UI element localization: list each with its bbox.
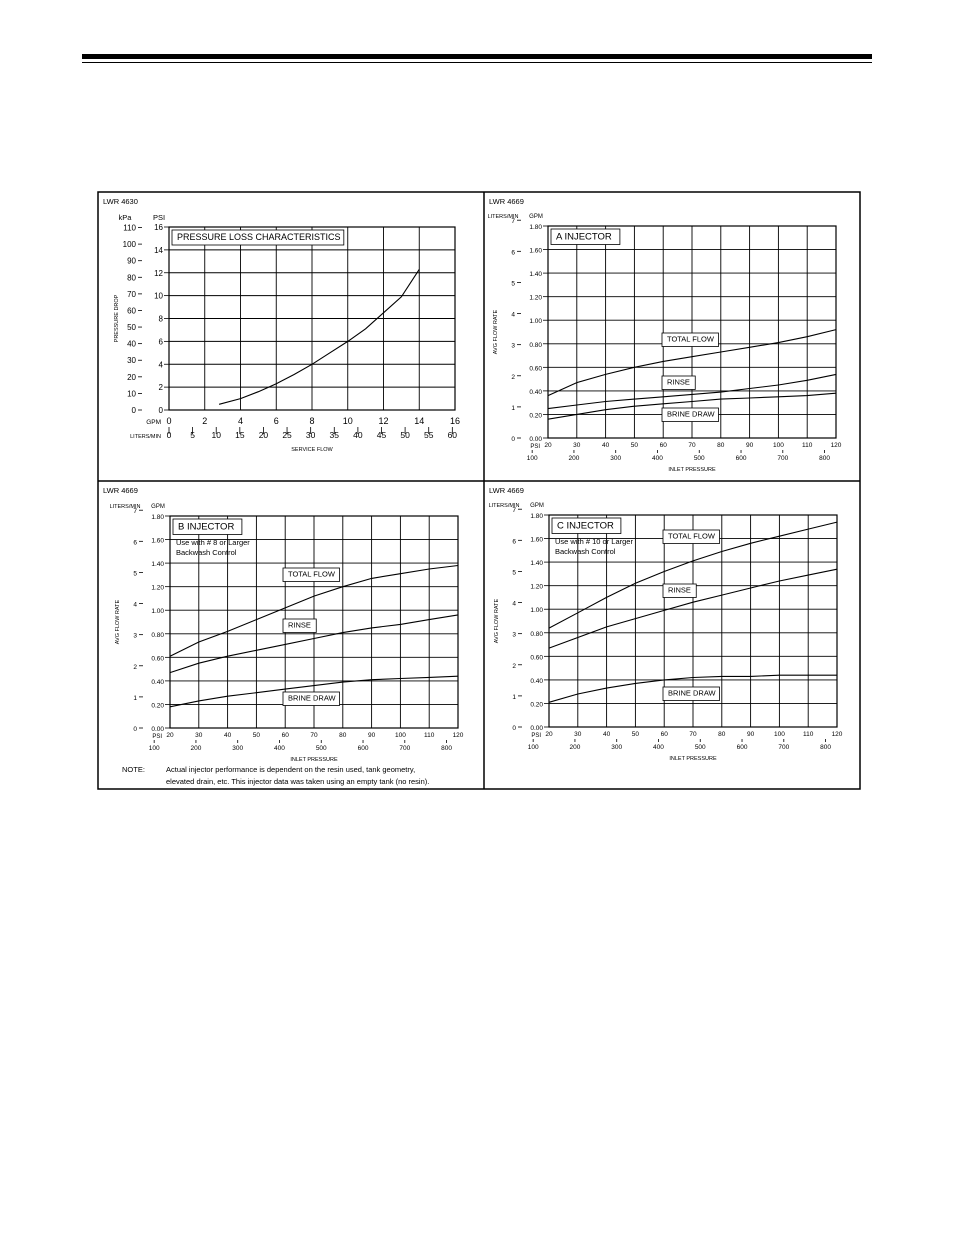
- panel-code: LWR 4630: [103, 197, 138, 206]
- panel-pressure-loss: [103, 197, 460, 453]
- x-secondary-tick-label: 500: [693, 455, 705, 462]
- y-primary-tick-label: 3: [512, 631, 516, 639]
- x-secondary-tick-label: 400: [274, 745, 285, 752]
- y-primary-tick-label: 110: [123, 223, 136, 233]
- x-secondary-tick-label: 45: [376, 430, 387, 440]
- x-primary-tick-label: 40: [223, 732, 232, 739]
- panel-c-injector: [489, 486, 843, 762]
- x-secondary-tick-label: 25: [282, 430, 292, 440]
- x-primary-tick-label: 16: [449, 416, 461, 426]
- x-axis-secondary: [149, 740, 453, 752]
- y-secondary-tick-label: 1.00: [151, 608, 164, 616]
- x-secondary-tick-label: 400: [653, 744, 664, 751]
- series-label-total-flow-text: TOTAL FLOW: [288, 569, 335, 579]
- x-primary-tick-label: 70: [310, 732, 318, 739]
- y-secondary-tick-label: 1.40: [151, 561, 164, 569]
- y-axis-secondary: [154, 223, 169, 415]
- y-axis-secondary: [151, 514, 170, 733]
- y-primary-tick-label: 1: [511, 404, 515, 412]
- y-primary-tick-label: 90: [127, 256, 136, 266]
- y-secondary-tick-label: 0.00: [530, 725, 543, 732]
- x-primary-tick-label: 100: [772, 442, 784, 449]
- x-secondary-tick-label: 60: [447, 430, 458, 440]
- y-primary-tick-label: 6: [133, 539, 137, 547]
- x-primary-tick-label: 50: [630, 442, 639, 449]
- y-primary-tick-label: 5: [511, 280, 515, 288]
- x-axis-secondary: [527, 450, 831, 462]
- series-label-brine-draw-text: BRINE DRAW: [288, 693, 336, 703]
- x-primary-tick-label: 50: [252, 732, 261, 739]
- x-secondary-tick-label: 5: [190, 430, 195, 440]
- x-primary-tick-label: 30: [195, 732, 203, 739]
- panel-code: LWR 4669: [489, 197, 524, 206]
- y-secondary-tick-label: 0.00: [529, 436, 542, 443]
- y-axis-secondary: [529, 224, 548, 443]
- panel-note-line1: Use with # 10 or Larger: [555, 537, 633, 546]
- y-secondary-tick-label: 14: [154, 245, 163, 255]
- x-primary-tick-label: 20: [545, 731, 553, 738]
- x-secondary-tick-label: 35: [329, 430, 340, 440]
- x-secondary-tick-label: 100: [526, 455, 538, 462]
- x-secondary-tick-label: 300: [611, 744, 623, 751]
- x-primary-unit-label: GPM: [146, 419, 161, 426]
- x-primary-tick-label: 20: [544, 442, 552, 449]
- y-secondary-tick-label: 0.80: [529, 341, 542, 349]
- y-secondary-tick-label: 0.80: [151, 631, 164, 639]
- x-axis-label: INLET PRESSURE: [668, 467, 716, 473]
- x-primary-tick-label: 90: [746, 731, 755, 738]
- x-primary-unit-label: PSI: [531, 733, 541, 739]
- y-axis-label: PRESSURE DROP: [114, 294, 120, 343]
- y-axis-primary: [133, 508, 143, 733]
- x-primary-tick-label: 90: [367, 732, 376, 739]
- y-primary-tick-label: 2: [512, 662, 516, 670]
- y-primary-tick-label: 7: [133, 508, 137, 516]
- x-secondary-tick-label: 100: [527, 744, 539, 751]
- y-primary-tick-label: 1: [512, 693, 516, 701]
- y-primary-tick-label: 0: [511, 436, 515, 443]
- left-unit-secondary: PSI: [152, 213, 166, 222]
- x-secondary-tick-label: 700: [778, 744, 790, 751]
- x-secondary-tick-label: 600: [735, 455, 747, 462]
- left-unit-primary: kPa: [118, 213, 132, 222]
- y-secondary-tick-label: 0.00: [151, 726, 164, 733]
- x-axis-primary: [530, 442, 841, 450]
- x-primary-tick-label: 110: [424, 732, 435, 739]
- y-axis-label: AVG FLOW RATE: [493, 309, 499, 355]
- x-secondary-tick-label: 300: [232, 745, 244, 752]
- y-primary-tick-label: 3: [511, 342, 515, 350]
- x-secondary-tick-label: 500: [315, 745, 327, 752]
- y-axis-label: AVG FLOW RATE: [115, 599, 121, 645]
- y-secondary-tick-label: 0.60: [530, 654, 543, 662]
- x-secondary-tick-label: 10: [211, 430, 221, 440]
- x-primary-tick-label: 80: [339, 732, 347, 739]
- left-unit-primary: LITERS/MIN: [488, 503, 520, 509]
- x-primary-tick-label: 12: [378, 416, 389, 426]
- footnote-label: NOTE:: [122, 765, 145, 774]
- x-primary-tick-label: 110: [802, 442, 813, 449]
- y-secondary-tick-label: 0.20: [529, 412, 542, 420]
- y-secondary-tick-label: 1.00: [530, 607, 543, 615]
- series-label-rinse: [283, 619, 316, 633]
- panel-title: [173, 519, 242, 535]
- x-secondary-tick-label: 20: [258, 430, 269, 440]
- x-primary-tick-label: 120: [452, 732, 464, 739]
- x-primary-tick-label: 60: [281, 732, 289, 739]
- x-secondary-tick-label: 15: [235, 430, 245, 440]
- y-primary-tick-label: 5: [512, 569, 516, 577]
- panel-code: LWR 4669: [103, 486, 138, 495]
- y-secondary-tick-label: 1.80: [530, 513, 543, 520]
- x-secondary-tick-label: 700: [777, 455, 789, 462]
- series-label-brine-draw: [663, 687, 720, 701]
- x-primary-tick-label: 110: [803, 731, 814, 738]
- left-unit-secondary: GPM: [530, 503, 544, 509]
- x-secondary-tick-label: 50: [400, 430, 410, 440]
- panel-title: [172, 230, 344, 245]
- x-primary-tick-label: 120: [831, 731, 843, 738]
- x-primary-tick-label: 80: [717, 442, 725, 449]
- x-axis-label: SERVICE FLOW: [291, 447, 333, 453]
- series-label-rinse: [663, 584, 696, 598]
- y-primary-tick-label: 4: [512, 600, 516, 608]
- footnote-line2: elevated drain, etc. This injector data was taken using an empty tank (no resin).: [166, 777, 430, 786]
- y-primary-tick-label: 7: [512, 507, 516, 515]
- y-primary-tick-label: 6: [511, 249, 515, 257]
- x-primary-tick-label: 90: [745, 442, 754, 449]
- series-label-total-flow: [663, 530, 720, 544]
- y-primary-tick-label: 40: [127, 339, 136, 349]
- x-secondary-unit-label: LITERS/MIN: [130, 434, 161, 440]
- y-primary-tick-label: 10: [127, 389, 136, 399]
- panel-note-line2: Backwash Control: [176, 548, 237, 557]
- y-axis-primary: [123, 224, 142, 415]
- y-secondary-tick-label: 16: [154, 223, 163, 232]
- y-secondary-tick-label: 1.80: [151, 514, 164, 521]
- y-primary-tick-label: 1: [133, 694, 137, 702]
- y-primary-tick-label: 4: [133, 601, 137, 609]
- y-secondary-tick-label: 8: [158, 314, 163, 324]
- x-secondary-tick-label: 500: [694, 744, 706, 751]
- series-group: [219, 269, 419, 404]
- series-label-total-flow: [283, 568, 340, 582]
- panel-note-line1: Use with # 8 or Larger: [176, 538, 250, 547]
- y-secondary-tick-label: 2: [158, 383, 163, 393]
- x-primary-tick-label: 100: [394, 732, 406, 739]
- series-label-rinse: [662, 376, 695, 390]
- y-secondary-tick-label: 1.40: [529, 271, 542, 279]
- series-line: [219, 269, 419, 404]
- y-secondary-tick-label: 12: [154, 268, 163, 278]
- x-secondary-tick-label: 40: [353, 430, 363, 440]
- x-primary-tick-label: 60: [660, 731, 668, 738]
- series-label-brine-draw-text: BRINE DRAW: [667, 409, 715, 419]
- x-secondary-tick-label: 700: [399, 745, 411, 752]
- x-primary-tick-label: 0: [166, 416, 172, 426]
- series-label-rinse-text: RINSE: [668, 585, 691, 595]
- y-primary-tick-label: 2: [133, 663, 137, 671]
- x-primary-tick-label: 100: [773, 731, 785, 738]
- x-primary-tick-label: 6: [273, 416, 279, 426]
- y-primary-tick-label: 5: [133, 570, 137, 578]
- y-secondary-tick-label: 0.40: [530, 677, 543, 685]
- y-secondary-tick-label: 4: [158, 360, 163, 370]
- x-axis-label: INLET PRESSURE: [669, 756, 717, 762]
- y-primary-tick-label: 2: [511, 373, 515, 381]
- x-primary-tick-label: 10: [342, 416, 353, 426]
- panel-title-text: C INJECTOR: [557, 520, 614, 532]
- y-secondary-tick-label: 1.60: [151, 537, 164, 545]
- panel-title-text: PRESSURE LOSS CHARACTERISTICS: [177, 232, 341, 242]
- y-secondary-tick-label: 1.80: [529, 224, 542, 231]
- panel-title: [552, 518, 621, 534]
- x-secondary-tick-label: 200: [190, 745, 202, 752]
- panel-b-injector: [103, 486, 464, 786]
- y-primary-tick-label: 0: [133, 726, 137, 733]
- x-axis-secondary: [130, 427, 457, 440]
- x-axis-primary: [146, 416, 460, 426]
- y-primary-tick-label: 50: [127, 323, 136, 333]
- x-secondary-tick-label: 800: [820, 744, 831, 751]
- series-label-rinse-text: RINSE: [288, 620, 311, 630]
- y-primary-tick-label: 3: [133, 632, 137, 640]
- x-secondary-tick-label: 55: [423, 430, 434, 440]
- x-secondary-tick-label: 0: [166, 430, 172, 440]
- x-primary-unit-label: PSI: [530, 444, 540, 450]
- y-secondary-tick-label: 0.20: [530, 701, 543, 709]
- y-primary-tick-label: 7: [511, 218, 515, 226]
- y-axis-secondary: [530, 513, 549, 732]
- x-primary-tick-label: 80: [718, 731, 726, 738]
- y-axis-primary: [512, 507, 522, 732]
- x-secondary-tick-label: 200: [569, 744, 581, 751]
- panel-title-text: B INJECTOR: [178, 521, 235, 533]
- y-primary-tick-label: 100: [122, 240, 136, 250]
- x-primary-tick-label: 20: [166, 732, 174, 739]
- y-secondary-tick-label: 1.00: [529, 318, 542, 326]
- y-secondary-tick-label: 1.20: [530, 583, 543, 591]
- y-secondary-tick-label: 0.20: [151, 702, 164, 710]
- y-primary-tick-label: 6: [512, 538, 516, 546]
- y-secondary-tick-label: 0.80: [530, 630, 543, 638]
- x-secondary-tick-label: 800: [441, 745, 452, 752]
- panel-a-injector: [488, 197, 842, 473]
- left-unit-primary: LITERS/MIN: [487, 214, 519, 220]
- y-secondary-tick-label: 1.60: [529, 247, 542, 255]
- y-secondary-tick-label: 1.20: [529, 294, 542, 302]
- y-secondary-tick-label: 0.60: [529, 365, 542, 373]
- x-secondary-tick-label: 100: [148, 745, 160, 752]
- x-primary-tick-label: 2: [202, 416, 208, 426]
- y-secondary-tick-label: 0.40: [151, 678, 164, 686]
- left-unit-primary: LITERS/MIN: [109, 504, 141, 510]
- x-secondary-tick-label: 800: [819, 455, 830, 462]
- series-label-total-flow: [662, 333, 719, 347]
- y-primary-tick-label: 80: [127, 273, 136, 283]
- x-secondary-tick-label: 200: [568, 455, 580, 462]
- y-secondary-tick-label: 1.40: [530, 560, 543, 568]
- x-primary-tick-label: 70: [688, 442, 696, 449]
- y-axis-primary: [511, 218, 521, 443]
- series-label-brine-draw-text: BRINE DRAW: [668, 688, 716, 698]
- x-secondary-tick-label: 600: [357, 745, 369, 752]
- plot-grid: [548, 226, 836, 438]
- x-primary-tick-label: 70: [689, 731, 697, 738]
- x-primary-tick-label: 50: [631, 731, 640, 738]
- y-primary-tick-label: 0: [512, 725, 516, 732]
- y-secondary-tick-label: 6: [158, 337, 163, 347]
- y-secondary-tick-label: 0.60: [151, 655, 164, 663]
- series-label-brine-draw: [662, 408, 719, 422]
- x-secondary-tick-label: 30: [305, 430, 316, 440]
- x-primary-tick-label: 40: [601, 442, 610, 449]
- series-label-brine-draw: [283, 692, 340, 706]
- y-secondary-tick-label: 1.20: [151, 584, 164, 592]
- panel-note-line2: Backwash Control: [555, 547, 616, 556]
- y-axis-label: AVG FLOW RATE: [494, 598, 500, 644]
- x-secondary-tick-label: 400: [652, 455, 663, 462]
- y-secondary-tick-label: 10: [154, 291, 163, 301]
- x-secondary-tick-label: 300: [610, 455, 622, 462]
- x-primary-tick-label: 30: [574, 731, 582, 738]
- y-primary-tick-label: 0: [131, 406, 136, 415]
- x-primary-tick-label: 8: [309, 416, 315, 426]
- x-primary-tick-label: 30: [573, 442, 581, 449]
- x-primary-tick-label: 4: [237, 416, 244, 426]
- y-secondary-tick-label: 0: [158, 406, 163, 415]
- x-primary-tick-label: 40: [602, 731, 611, 738]
- y-primary-tick-label: 70: [127, 289, 136, 299]
- panel-title-text: A INJECTOR: [556, 231, 612, 243]
- left-unit-secondary: GPM: [151, 504, 165, 510]
- y-primary-tick-label: 4: [511, 311, 515, 319]
- x-axis-secondary: [528, 739, 832, 751]
- x-primary-tick-label: 60: [659, 442, 667, 449]
- left-unit-secondary: GPM: [529, 214, 543, 220]
- y-secondary-tick-label: 1.60: [530, 536, 543, 544]
- x-primary-tick-label: 14: [414, 416, 425, 426]
- series-label-total-flow-text: TOTAL FLOW: [668, 531, 715, 541]
- series-label-total-flow-text: TOTAL FLOW: [667, 334, 714, 344]
- y-primary-tick-label: 60: [127, 306, 136, 316]
- series-label-rinse-text: RINSE: [667, 377, 690, 387]
- figure-frame: [98, 192, 860, 789]
- x-secondary-tick-label: 600: [736, 744, 748, 751]
- x-axis-primary: [531, 731, 842, 739]
- footnote-line1: Actual injector performance is dependent on the resin used, tank geometry,: [166, 765, 416, 774]
- x-axis-primary: [152, 732, 463, 740]
- y-primary-tick-label: 20: [127, 372, 136, 382]
- x-axis-label: INLET PRESSURE: [290, 757, 338, 763]
- panel-code: LWR 4669: [489, 486, 524, 495]
- panel-title: [551, 229, 620, 245]
- plot-grid: [169, 227, 455, 410]
- y-secondary-tick-label: 0.40: [529, 388, 542, 396]
- x-primary-tick-label: 120: [830, 442, 842, 449]
- x-primary-unit-label: PSI: [152, 734, 162, 740]
- y-primary-tick-label: 30: [127, 356, 136, 366]
